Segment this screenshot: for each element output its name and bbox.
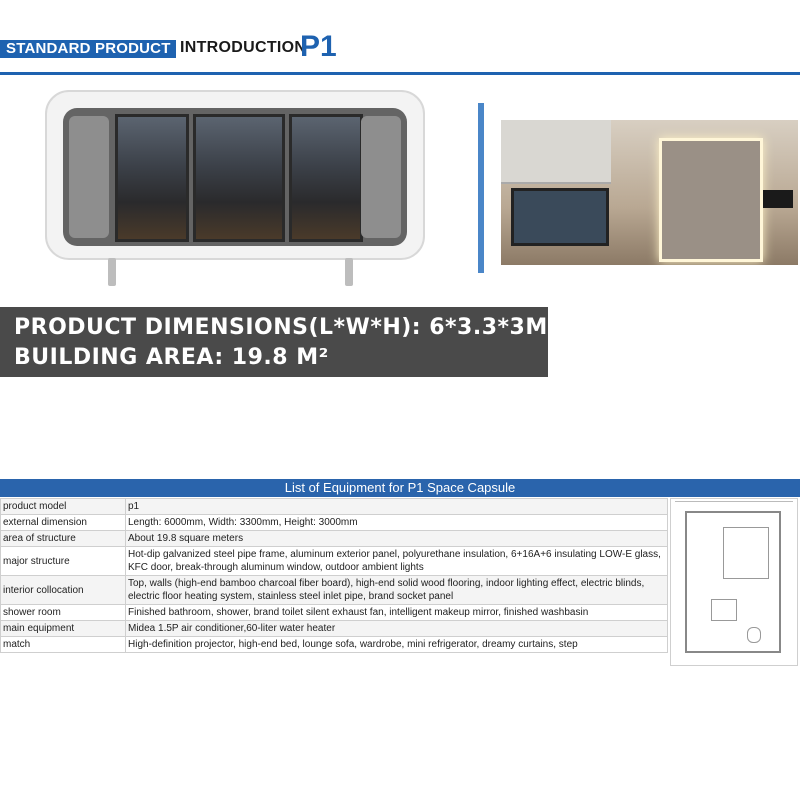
capsule-leg [345, 258, 353, 286]
row-key: match [1, 637, 126, 653]
header-divider [0, 72, 800, 75]
row-key: main equipment [1, 621, 126, 637]
table-row [1, 637, 668, 653]
row-value: Length: 6000mm, Width: 3300mm, Height: 3000mm [126, 515, 668, 531]
row-value: About 19.8 square meters [126, 531, 668, 547]
dimensions-text: PRODUCT DIMENSIONS(L*W*H): 6*3.3*3M [14, 315, 548, 340]
header-model: P1 [300, 30, 337, 63]
table-row [1, 621, 668, 637]
row-key: external dimension [1, 515, 126, 531]
capsule-interior-image [501, 120, 798, 265]
dimensions-banner [0, 307, 548, 377]
row-value: p1 [126, 499, 668, 515]
area-text: BUILDING AREA: 19.8 M² [14, 345, 329, 370]
capsule-exterior-image [45, 90, 425, 260]
floor-plan-image [670, 498, 798, 666]
table-row [1, 515, 668, 531]
row-key: shower room [1, 605, 126, 621]
row-key: area of structure [1, 531, 126, 547]
row-key: product model [1, 499, 126, 515]
row-value: Hot-dip galvanized steel pipe frame, aluminum exterior panel, polyurethane insulation, 6+16A+6 insulating LOW-E glass, KFC door, break-through aluminum window, outdoor ambient lights [126, 547, 668, 576]
page-header [0, 30, 800, 63]
table-row [1, 499, 668, 515]
row-value: High-definition projector, high-end bed, lounge sofa, wardrobe, mini refrigerator, dreamy curtains, step [126, 637, 668, 653]
header-intro-label: INTRODUCTION [180, 39, 307, 56]
equipment-table [0, 498, 668, 653]
row-key: major structure [1, 547, 126, 576]
table-row [1, 531, 668, 547]
table-row [1, 576, 668, 605]
table-row [1, 605, 668, 621]
row-value: Finished bathroom, shower, brand toilet silent exhaust fan, intelligent makeup mirror, finished washbasin [126, 605, 668, 621]
table-row [1, 547, 668, 576]
table-title: List of Equipment for P1 Space Capsule [0, 479, 800, 497]
row-value: Midea 1.5P air conditioner,60-liter water heater [126, 621, 668, 637]
row-value: Top, walls (high-end bamboo charcoal fiber board), high-end solid wood flooring, indoor lighting effect, electric blinds, electric floor heating system, stainless steel inlet pipe, brand socket panel [126, 576, 668, 605]
accent-bar [478, 103, 484, 273]
row-key: interior collocation [1, 576, 126, 605]
capsule-leg [108, 258, 116, 286]
header-blue-label: STANDARD PRODUCT [0, 40, 176, 58]
